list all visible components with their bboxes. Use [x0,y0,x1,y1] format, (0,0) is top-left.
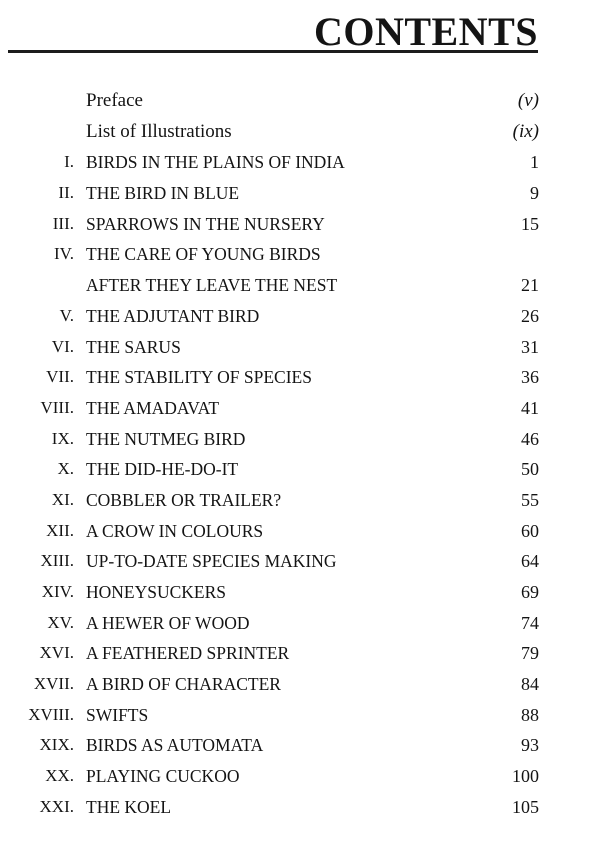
chapter-number: II. [58,183,74,203]
chapter-title: SWIFTS [86,704,149,725]
chapter-title: THE AMADAVAT [86,397,220,418]
chapter-number: XV. [47,612,74,632]
toc-entry [0,86,600,117]
page-number: 69 [521,582,539,602]
toc-entry [0,393,600,424]
chapter-number: VIII. [40,397,74,417]
chapter-title: THE NUTMEG BIRD [86,428,246,449]
chapter-number: VII. [46,367,74,387]
chapter-number: XII. [46,520,74,540]
toc-entry [0,454,600,485]
chapter-number: XI. [51,489,74,509]
chapter-title: PLAYING CUCKOO [86,766,240,787]
chapter-title: THE STABILITY OF SPECIES [86,367,312,388]
chapter-title: BIRDS IN THE PLAINS OF INDIA [86,152,345,173]
page-number: (ix) [512,120,539,142]
chapter-number: VI. [51,336,74,356]
toc-entry [0,147,600,178]
toc-entry [0,178,600,209]
page-number: 50 [521,459,539,480]
chapter-number: IX. [51,428,74,448]
toc-entry [0,117,600,148]
page-number: 26 [521,305,539,326]
chapter-number: XIV. [41,582,74,601]
page-number: 15 [521,213,539,234]
toc-entry [0,332,600,363]
chapter-number: I. [64,152,74,172]
chapter-number: XIII. [40,551,74,571]
page-number: 21 [521,275,539,296]
toc-entry [0,270,600,301]
toc-entry [0,485,600,516]
page-number: (v) [517,90,539,111]
page-number: 46 [521,428,539,449]
page-number: 60 [521,520,539,541]
chapter-title: HONEYSUCKERS [86,582,227,602]
chapter-number: V. [59,305,74,325]
chapter-number: XIX. [39,735,74,755]
chapter-title: List of Illustrations [86,120,232,142]
chapter-title: A FEATHERED SPRINTER [86,643,290,664]
toc-entry [0,669,600,700]
chapter-title: SPARROWS IN THE NURSERY [86,213,325,234]
page-number: 64 [521,551,539,572]
page-number: 84 [521,674,539,695]
chapter-title: THE SARUS [86,336,181,357]
toc-entry [0,546,600,577]
page-number: 105 [512,796,539,817]
chapter-title: BIRDS AS AUTOMATA [86,735,264,756]
toc-entry [0,700,600,731]
toc-entry [0,239,600,270]
page-number: 79 [521,643,539,664]
table-of-contents [0,86,600,823]
chapter-title: UP-TO-DATE SPECIES MAKING [86,551,337,572]
chapter-title: THE DID-HE-DO-IT [86,459,239,480]
chapter-title: THE BIRD IN BLUE [86,183,240,204]
chapter-number: IV. [54,244,74,264]
toc-entry [0,730,600,761]
chapter-number: XX. [45,766,74,786]
chapter-number: III. [52,213,74,233]
page-number: 74 [521,612,539,633]
toc-entry [0,424,600,455]
page-number: 55 [521,489,539,510]
chapter-number: XVIII. [28,704,74,724]
toc-entry [0,301,600,332]
page-number: 9 [530,183,539,204]
chapter-title: A HEWER OF WOOD [86,612,250,633]
page-number: 41 [521,397,539,418]
page-number: 88 [521,704,539,725]
chapter-title: COBBLER OR TRAILER? [86,489,282,510]
heading-rule [8,50,538,53]
chapter-number: XVI. [39,643,74,663]
toc-entry [0,516,600,547]
toc-entry [0,577,600,608]
toc-entry [0,638,600,669]
toc-entry [0,792,600,823]
chapter-title: THE ADJUTANT BIRD [86,305,260,326]
chapter-number: XXI. [39,796,74,816]
toc-entry [0,608,600,639]
toc-entry [0,209,600,240]
toc-entry [0,362,600,393]
chapter-title: THE CARE OF YOUNG BIRDS [86,244,321,265]
page-number: 1 [530,152,539,173]
chapter-title: AFTER THEY LEAVE THE NEST [86,275,338,296]
chapter-title: A CROW IN COLOURS [86,520,264,541]
page-number: 93 [521,735,539,756]
chapter-title: THE KOEL [86,796,172,817]
page-number: 31 [521,336,539,357]
chapter-title: A BIRD OF CHARACTER [86,674,281,695]
page-title: CONTENTS [313,9,538,54]
chapter-number: XVII. [33,674,74,694]
chapter-title: Preface [86,90,143,111]
chapter-number: X. [57,459,74,479]
toc-entry [0,761,600,792]
page-number: 100 [512,766,539,787]
page-number: 36 [521,367,539,388]
